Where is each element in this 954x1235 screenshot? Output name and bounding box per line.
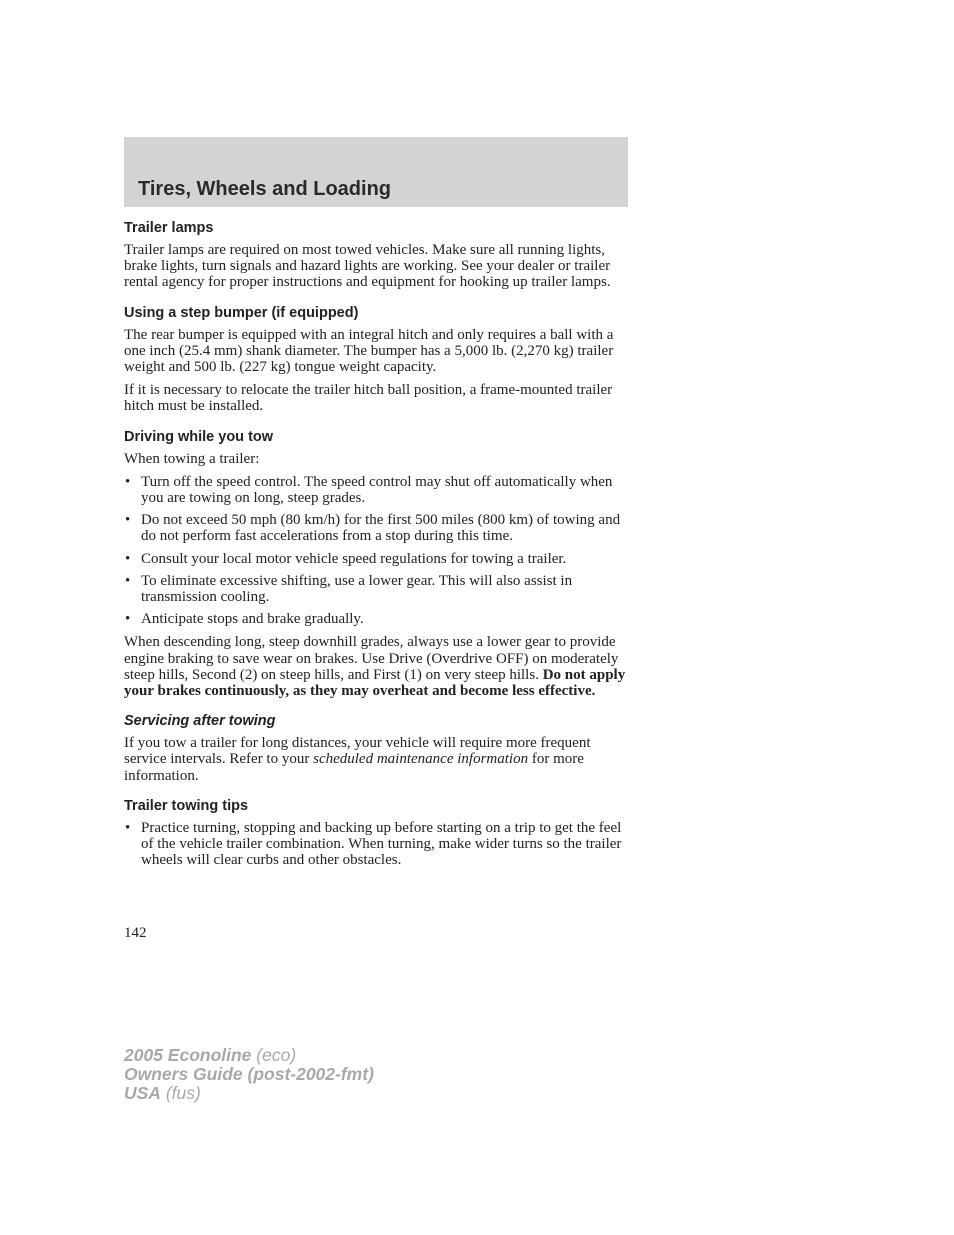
document-footer: [124, 1046, 374, 1103]
bullet-list: [124, 820, 628, 869]
section-heading: Trailer lamps: [124, 220, 214, 236]
list-item: [124, 820, 628, 869]
section-heading: Trailer towing tips: [124, 797, 249, 814]
section-towing-tips: [124, 797, 628, 869]
bullet-icon: •: [125, 550, 131, 567]
section-driving-while-tow: [124, 428, 628, 700]
servicing-text: If you tow a trailer for long distances, your vehicle will require more frequent service intervals. Refer to your: [124, 735, 591, 768]
chapter-header: [124, 137, 628, 207]
bullet-icon: •: [125, 819, 131, 836]
section-trailer-lamps: [124, 219, 628, 291]
section-step-bumper: [124, 304, 628, 415]
list-item-text: To eliminate excessive shifting, use a lower gear. This will also assist in transmission cooling.: [141, 572, 573, 606]
footer-model: 2005 Econoline: [124, 1045, 252, 1065]
list-item-text: Anticipate stops and brake gradually.: [141, 611, 364, 628]
list-item: [124, 573, 628, 605]
footer-line: [124, 1065, 374, 1084]
footer-market: USA: [124, 1083, 161, 1103]
paragraph: If it is necessary to relocate the trailer hitch ball position, a frame-mounted trailer hitch must be installed.: [124, 382, 613, 415]
list-item-text: Practice turning, stopping and backing up before starting on a trip to get the feel of the vehicle trailer combination. When turning, make wider turns so the trailer wheels will clear curbs and other obstacles.: [141, 819, 622, 869]
bullet-icon: •: [125, 572, 131, 589]
bullet-icon: •: [125, 611, 131, 628]
footer-guide: Owners Guide (post-2002-fmt): [124, 1064, 374, 1084]
list-item-text: Consult your local motor vehicle speed regulations for towing a trailer.: [141, 550, 567, 567]
paragraph: [124, 634, 628, 699]
footer-code: (fus): [165, 1083, 201, 1103]
list-item-text: Turn off the speed control. The speed control may shut off automatically when you are towing on long, steep grades.: [141, 473, 613, 507]
section-servicing: [124, 712, 628, 784]
paragraph: [124, 735, 628, 784]
section-heading: Servicing after towing: [124, 713, 276, 730]
chapter-title: Tires, Wheels and Loading: [138, 178, 392, 200]
list-item: [124, 551, 628, 567]
section-heading: Using a step bumper (if equipped): [124, 304, 359, 321]
page-number: 142: [124, 925, 147, 941]
section-heading: Driving while you tow: [124, 428, 274, 445]
list-item: [124, 512, 628, 544]
bullet-icon: •: [125, 473, 131, 490]
page-content: [124, 219, 628, 875]
paragraph: Trailer lamps are required on most towed vehicles. Make sure all running lights, brake lights, turn signals and hazard lights are working. See your dealer or trailer rental agency for proper instructions and equipment for hooking up trailer lamps.: [124, 242, 611, 291]
list-item: [124, 474, 628, 506]
footer-line: [124, 1046, 374, 1065]
paragraph: When towing a trailer:: [124, 450, 260, 467]
descending-text: When descending long, steep downhill grades, always use a lower gear to provide engine braking to save wear on brakes. Use Drive (Overdrive OFF) on moderately steep hills, Second (2) on steep hills, and First (1) on very steep hills.: [124, 634, 619, 683]
footer-line: [124, 1084, 374, 1103]
paragraph: The rear bumper is equipped with an integral hitch and only requires a ball with a one inch (25.4 mm) shank diameter. The bumper has a 5,000 lb. (2,270 kg) trailer weight and 500 lb. (227 kg) tongue weight capacity.: [124, 326, 614, 376]
bullet-icon: •: [125, 512, 131, 529]
warning-text: Do not apply your brakes continuously, as they may overheat and become less effective.: [124, 666, 626, 700]
list-item: [124, 611, 628, 627]
footer-code: (eco): [256, 1045, 297, 1065]
cross-reference: scheduled maintenance information: [313, 751, 529, 768]
list-item-text: Do not exceed 50 mph (80 km/h) for the first 500 miles (800 km) of towing and do not perform fast accelerations from a stop during this time.: [141, 512, 621, 545]
bullet-list: [124, 474, 628, 628]
servicing-text-end: for more information.: [124, 751, 584, 784]
